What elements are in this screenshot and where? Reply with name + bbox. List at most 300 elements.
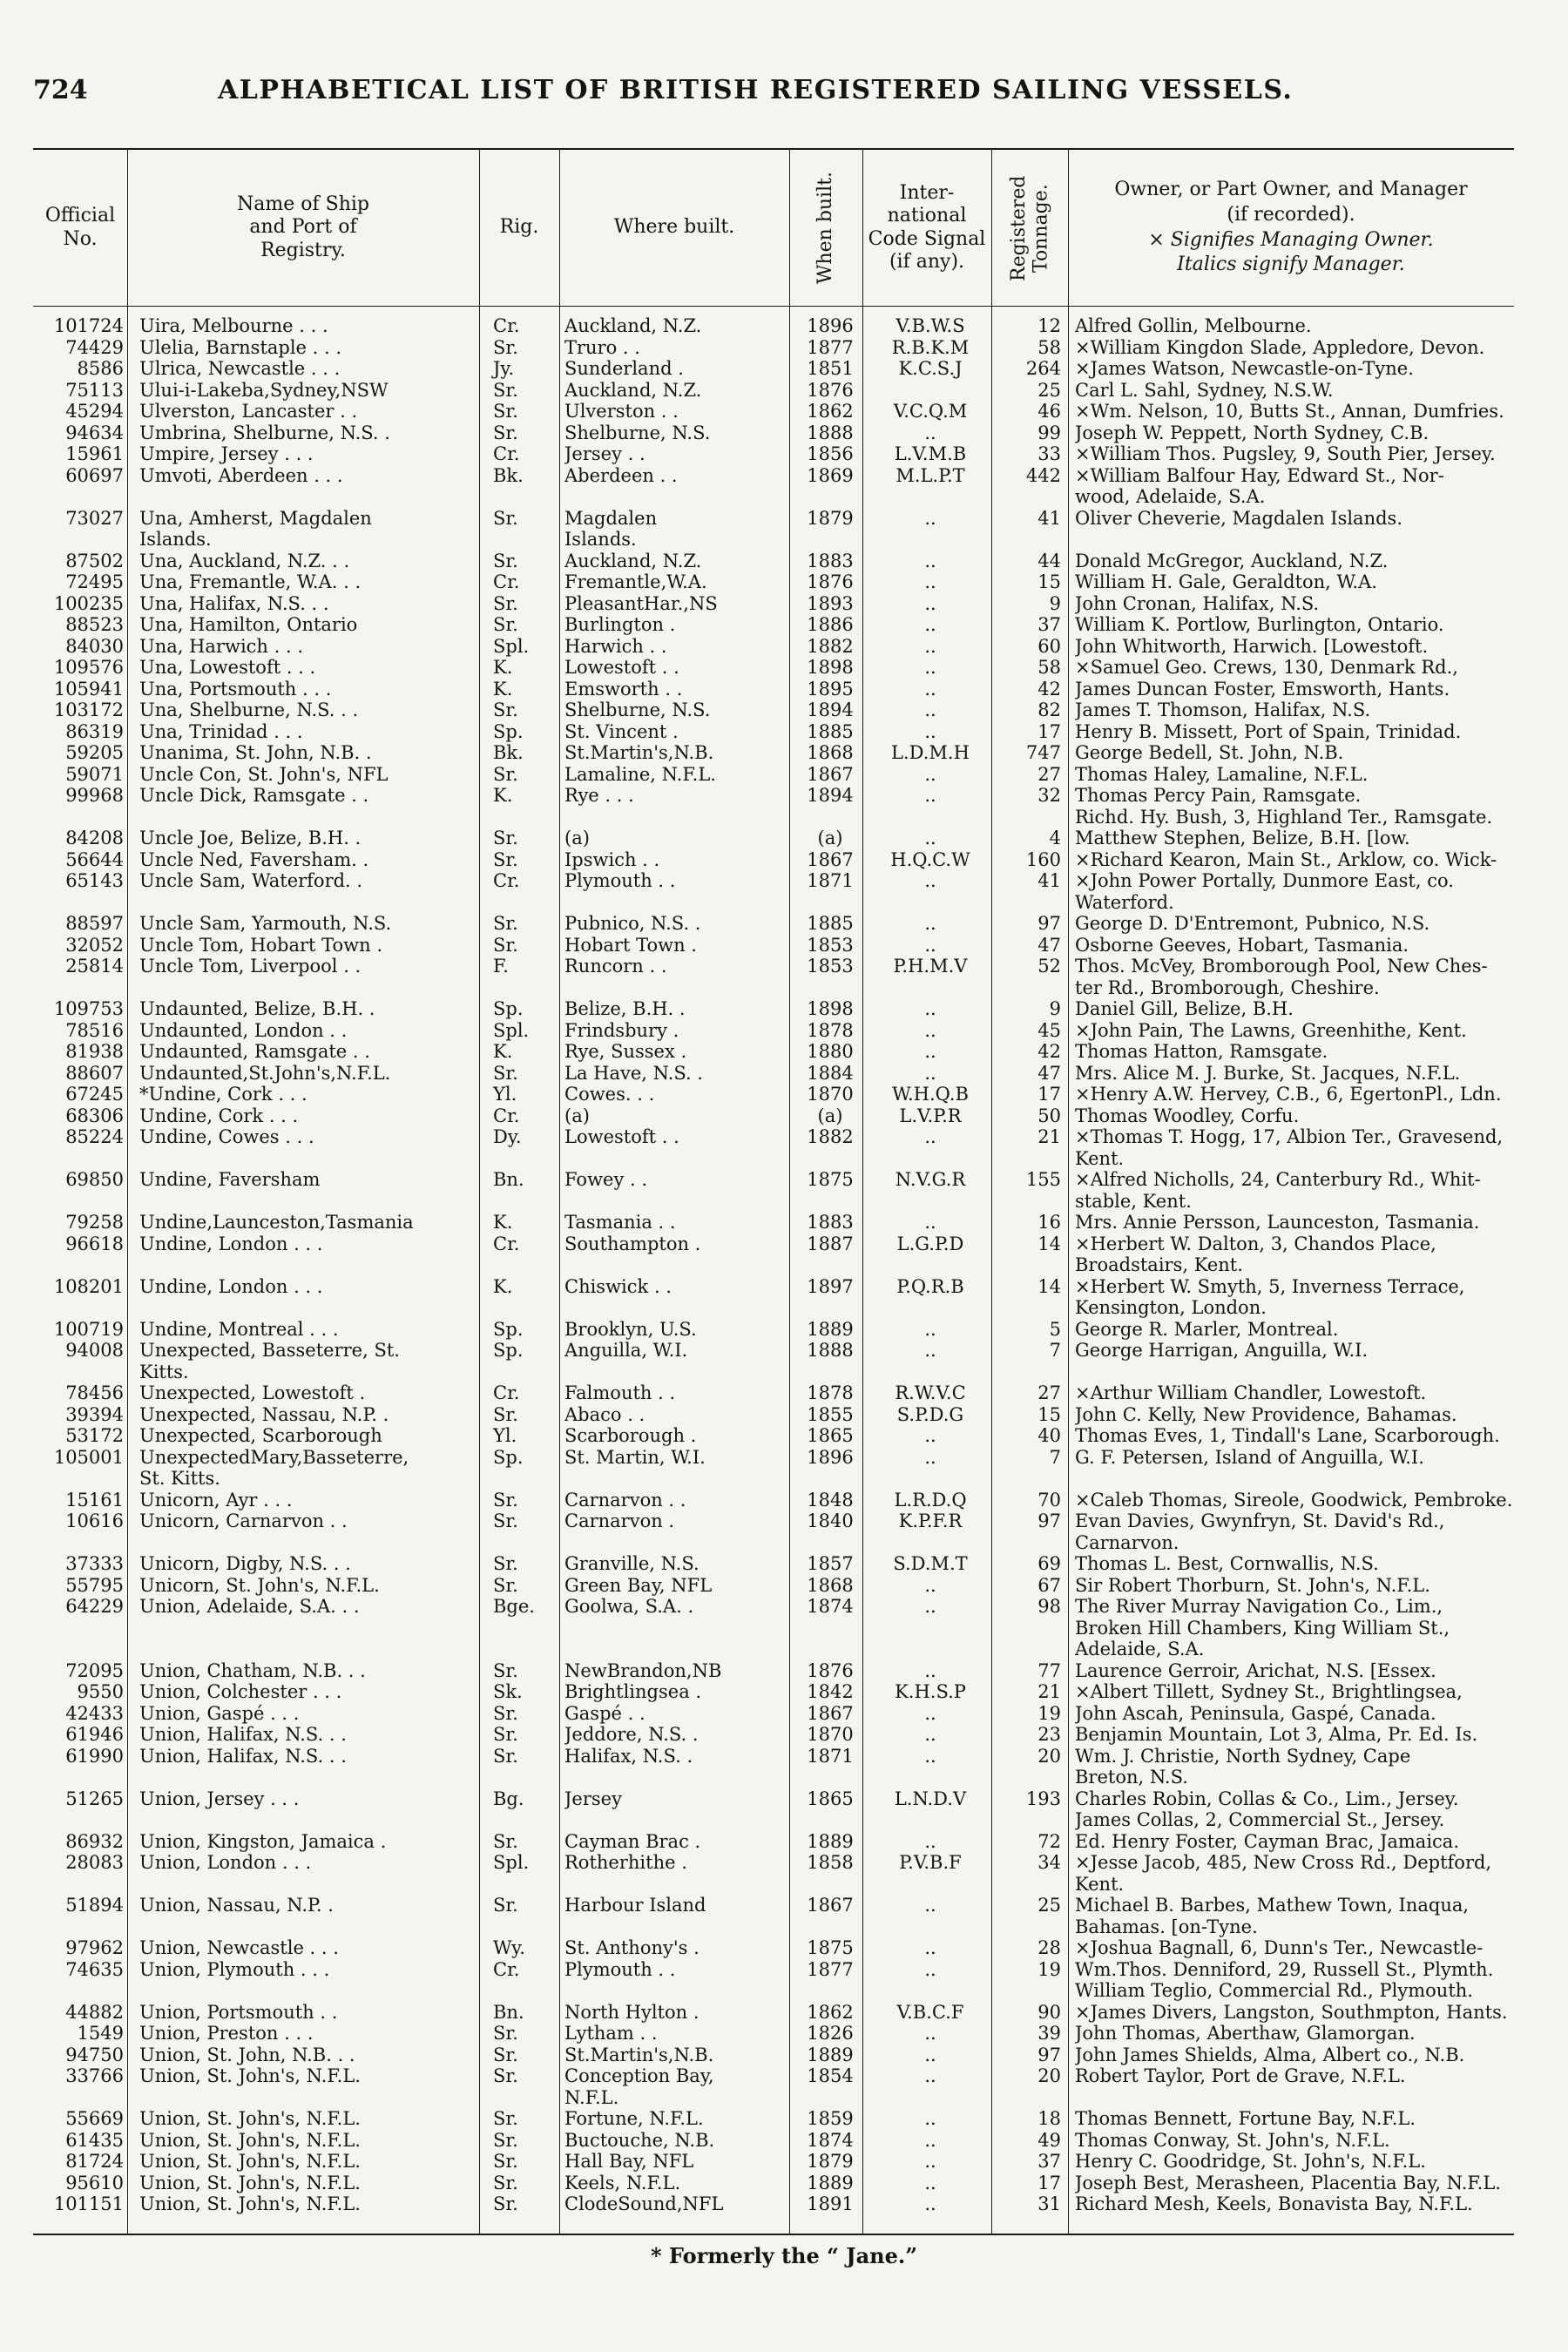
cell-owner: ×Joshua Bagnall, 6, Dunn's Ter., Newcastle- [1075,1937,1484,1958]
cell-no: 37333 [65,1553,124,1574]
cell-ton: 21 [1037,1126,1061,1147]
cell-sig: .. [924,2065,936,2086]
cell-sig: .. [924,1745,936,1767]
cell-where: St. Vincent . [564,720,679,742]
cell-name: Islands. [139,529,212,550]
cell-ton: 14 [1037,1275,1061,1297]
cell-no: 86932 [65,1830,124,1852]
cell-owner: Carnarvon. [1075,1531,1179,1553]
cell-no: 78516 [65,1019,124,1041]
header-when-built: When built. [789,150,862,307]
cell-owner: Thomas Woodley, Corfu. [1075,1105,1300,1126]
cell-where: St. Anthony's . [564,1937,700,1958]
cell-where: Shelburne, N.S. [564,700,711,720]
cell-ton: 98 [1037,1596,1061,1617]
cell-ton: 69 [1037,1553,1061,1574]
table-row [33,742,1514,763]
table-row [33,358,1514,379]
table-row [33,315,1514,336]
cell-ton: 58 [1037,657,1061,678]
cell-where: Brightlingsea . [564,1681,702,1702]
cell-where: Rotherhithe . [564,1852,687,1873]
table-row [33,1895,1514,1916]
cell-no: 28083 [65,1852,124,1873]
cell-year: 1887 [807,1233,854,1254]
cell-sig: .. [924,1596,936,1617]
table-row [33,1020,1514,1041]
cell-name: Undine, Montreal . . . [139,1318,339,1340]
cell-ton: 44 [1037,550,1061,571]
cell-rig: Sp. [493,1446,524,1468]
cell-owner: Wm.Thos. Denniford, 29, Russell St., Plymth. [1075,1958,1494,1980]
cell-sig: .. [924,550,936,571]
cell-no: 72095 [65,1659,124,1681]
cell-owner: Laurence Gerroir, Arichat, N.S. [Essex. [1075,1659,1436,1681]
cell-ton: 31 [1037,2193,1061,2214]
cell-where: La Have, N.S. . [564,1062,703,1084]
cell-owner: Wm. J. Christie, North Sydney, Cape [1075,1745,1411,1767]
cell-rig: Sr. [493,848,518,870]
cell-owner: Ed. Henry Foster, Cayman Brac, Jamaica. [1075,1830,1459,1852]
cell-where: Hall Bay, NFL [564,2151,694,2172]
cell-name: Union, St. John's, N.F.L. [139,2129,361,2151]
table-row [33,1746,1514,1767]
cell-where: Harbour Island [564,1895,706,1916]
cell-rig: Sr. [493,2044,518,2065]
table-row [33,1468,1514,1489]
cell-rig: K. [493,1041,513,1062]
cell-owner: Thomas Eves, 1, Tindall's Lane, Scarborough. [1075,1425,1500,1446]
cell-sig: .. [924,1937,936,1958]
cell-sig: .. [924,785,936,806]
cell-rig: Sr. [493,2151,518,2172]
cell-sig: .. [924,998,936,1019]
cell-no: 101151 [53,2193,124,2214]
cell-name: Uncle Sam, Yarmouth, N.S. [139,913,392,934]
cell-year: 1875 [807,1169,854,1190]
cell-owner: Charles Robin, Collas & Co., Lim., Jersey. [1075,1788,1459,1809]
cell-sig: .. [924,635,936,657]
cell-ton: 21 [1037,1681,1061,1702]
cell-rig: Sr. [493,614,518,635]
cell-ton: 47 [1037,1062,1061,1084]
table-row [33,1980,1514,2001]
cell-sig: R.B.K.M [891,336,970,358]
cell-owner: Sir Robert Thorburn, St. John's, N.F.L. [1075,1574,1430,1596]
cell-year: 1882 [807,635,854,657]
cell-sig: R.W.V.C [895,1382,966,1403]
cell-name: Union, Chatham, N.B. . . [139,1659,366,1681]
cell-owner: Oliver Cheverie, Magdalen Islands. [1075,507,1403,529]
cell-year: 1886 [807,614,854,635]
cell-rig: Cr. [493,870,520,891]
cell-year: 1878 [807,1019,854,1041]
cell-name: Uncle Tom, Liverpool . . [139,956,362,977]
cell-sig: .. [924,2151,936,2172]
cell-no: 108201 [53,1275,124,1297]
cell-where: Ipswich . . [564,848,660,870]
cell-no: 59071 [65,763,124,785]
cell-owner: ×William Thos. Pugsley, 9, South Pier, Jersey. [1075,443,1496,464]
cell-ton: 58 [1037,336,1061,358]
cell-sig: P.Q.R.B [896,1275,964,1297]
cell-ton: 160 [1025,848,1061,870]
table-row [33,1490,1514,1511]
cell-ton: 37 [1037,2151,1061,2172]
cell-rig: Sr. [493,1830,518,1852]
cell-rig: Cr. [493,1958,520,1980]
table-row [33,764,1514,785]
cell-ton: 5 [1049,1318,1061,1340]
cell-ton: 12 [1037,315,1061,336]
cell-sig: S.D.M.T [893,1553,968,1574]
cell-year: 1870 [807,1084,854,1105]
cell-name: Union, Preston . . . [139,2023,314,2044]
cell-ton: 7 [1049,1446,1061,1468]
table-row [33,1382,1514,1403]
cell-owner: Thomas Bennett, Fortune Bay, N.F.L. [1075,2108,1416,2129]
cell-year: 1885 [807,720,854,742]
cell-rig: Yl. [493,1425,517,1446]
cell-where: Truro . . [564,336,640,358]
cell-year: 1868 [807,742,854,763]
cell-name: Una, Harwich . . . [139,635,303,657]
cell-year: 1876 [807,1659,854,1681]
cell-ton: 14 [1037,1233,1061,1254]
cell-ton: 264 [1025,358,1061,379]
cell-year: 1853 [807,956,854,977]
cell-name: Kitts. [139,1361,189,1382]
table-row [33,1703,1514,1724]
cell-ton: 25 [1037,1895,1061,1916]
cell-where: Auckland, N.Z. [564,379,702,401]
cell-rig: Sr. [493,401,518,422]
cell-rig: Bn. [493,2001,524,2023]
cell-no: 61990 [65,1745,124,1767]
cell-sig: S.P.D.G [896,1403,964,1425]
cell-name: *Undine, Cork . . . [139,1084,308,1105]
table-row [33,1297,1514,1318]
cell-where: Emsworth . . [564,678,683,700]
cell-rig: Jy. [493,358,515,379]
cell-sig: .. [924,1425,936,1446]
cell-where: Aberdeen . . [564,464,678,486]
cell-year: 1871 [807,870,854,891]
cell-year: 1878 [807,1382,854,1403]
cell-name: Una, Amherst, Magdalen [139,507,372,529]
cell-year: 1870 [807,1724,854,1745]
cell-no: 94008 [65,1340,124,1361]
table-row [33,1767,1514,1788]
table-row [33,614,1514,635]
cell-no: 68306 [65,1105,124,1126]
cell-no: 109576 [53,657,124,678]
cell-owner: ×Arthur William Chandler, Lowestoft. [1075,1382,1427,1403]
cell-where: Jeddore, N.S. . [564,1724,699,1745]
cell-name: Uncle Tom, Hobart Town . [139,934,383,956]
cell-year: 1858 [807,1852,854,1873]
cell-no: 86319 [65,720,124,742]
cell-no: 84208 [65,828,124,848]
cell-no: 61435 [65,2129,124,2151]
cell-ton: 77 [1037,1659,1061,1681]
cell-year: 1857 [807,1553,854,1574]
cell-name: Una, Trinidad . . . [139,720,303,742]
cell-year: 1883 [807,550,854,571]
cell-name: Uira, Melbourne . . . [139,315,328,336]
header-rig: Rig. [479,150,559,307]
cell-sig: .. [924,1830,936,1852]
cell-sig: .. [924,913,936,934]
table-row [33,571,1514,592]
cell-year: 1877 [807,1958,854,1980]
table-row [33,465,1514,486]
cell-owner: James Collas, 2, Commercial St., Jersey. [1075,1809,1445,1830]
cell-no: 97962 [65,1937,124,1958]
cell-no: 1549 [77,2023,124,2044]
cell-sig: .. [924,592,936,614]
cell-sig: .. [924,1895,936,1916]
cell-no: 55795 [65,1574,124,1596]
cell-sig: .. [924,571,936,592]
cell-year: 1889 [807,2172,854,2193]
cell-owner: John Cronan, Halifax, N.S. [1075,592,1320,614]
table-row [33,636,1514,657]
cell-ton: 97 [1037,2044,1061,2065]
cell-year: 1840 [807,1511,854,1531]
cell-owner: Evan Davies, Gwynfryn, St. David's Rd., [1075,1511,1445,1531]
cell-year: 1894 [807,785,854,806]
cell-name: Union, St. John's, N.F.L. [139,2065,361,2086]
cell-ton: 15 [1037,571,1061,592]
cell-year: 1848 [807,1489,854,1511]
cell-no: 15961 [65,443,124,464]
cell-year: 1879 [807,507,854,529]
cell-owner: James T. Thomson, Halifax, N.S. [1075,700,1371,720]
cell-year: 1885 [807,913,854,934]
cell-where: Chiswick . . [564,1275,672,1297]
cell-year: 1896 [807,315,854,336]
cell-rig: Cr. [493,315,520,336]
cell-year: 1865 [807,1425,854,1446]
cell-rig: Bn. [493,1169,524,1190]
cell-no: 64229 [65,1596,124,1617]
cell-name: Una, Portsmouth . . . [139,678,332,700]
cell-year: 1891 [807,2193,854,2214]
cell-ton: 155 [1025,1169,1061,1190]
cell-no: 79258 [65,1212,124,1233]
cell-where: Falmouth . . [564,1382,676,1403]
table-row [33,2023,1514,2044]
cell-ton: 82 [1037,700,1061,720]
page-title: ALPHABETICAL LIST OF BRITISH REGISTERED SAILING VESSELS. [218,75,1294,105]
cell-where: Auckland, N.Z. [564,550,702,571]
cell-year: 1862 [807,401,854,422]
cell-rig: Spl. [493,1852,530,1873]
cell-sig: .. [924,1126,936,1147]
table-row [33,935,1514,956]
cell-year: 1889 [807,2044,854,2065]
cell-year: 1876 [807,379,854,401]
cell-where: Lamaline, N.F.L. [564,763,716,785]
cell-rig: Sr. [493,2129,518,2151]
cell-owner: ter Rd., Bromborough, Cheshire. [1075,977,1380,998]
table-row [33,700,1514,720]
table-row [33,1084,1514,1105]
cell-rig: Sr. [493,507,518,529]
cell-where: North Hylton . [564,2001,700,2023]
cell-ton: 49 [1037,2129,1061,2151]
cell-where: Plymouth . . [564,870,676,891]
table-row [33,1724,1514,1745]
table-row [33,1041,1514,1062]
table-row [33,1532,1514,1553]
cell-ton: 27 [1037,763,1061,785]
cell-where: (a) [564,828,590,848]
cell-no: 32052 [65,934,124,956]
cell-sig: W.H.Q.B [892,1084,969,1105]
table-row [33,849,1514,870]
cell-ton: 18 [1037,2108,1061,2129]
cell-rig: Dy. [493,1126,522,1147]
cell-owner: Broken Hill Chambers, King William St., [1075,1617,1450,1639]
cell-year: 1876 [807,571,854,592]
table-row [33,892,1514,913]
cell-where: N.F.L. [564,2086,619,2108]
cell-name: Union, Jersey . . . [139,1788,300,1809]
cell-year: 1882 [807,1126,854,1147]
table-row [33,1105,1514,1126]
cell-no: 42433 [65,1702,124,1724]
table-row [33,1511,1514,1531]
cell-year: 1855 [807,1403,854,1425]
cell-sig: .. [924,700,936,720]
cell-rig: Bge. [493,1596,535,1617]
cell-name: Union, Gaspé . . . [139,1702,300,1724]
cell-rig: Wy. [493,1937,525,1958]
table-row [33,679,1514,700]
cell-where: Jersey [564,1788,622,1809]
cell-name: Undaunted, Belize, B.H. . [139,998,375,1019]
cell-no: 73027 [65,507,124,529]
cell-ton: 19 [1037,1702,1061,1724]
cell-owner: ×Thomas T. Hogg, 17, Albion Ter., Gravesend, [1075,1126,1504,1147]
cell-where: (a) [564,1105,590,1126]
cell-where: Islands. [564,529,637,550]
cell-year: 1880 [807,1041,854,1062]
cell-owner: Daniel Gill, Belize, B.H. [1075,998,1294,1019]
cell-no: 25814 [65,956,124,977]
cell-where: Brooklyn, U.S. [564,1318,697,1340]
cell-where: Magdalen [564,507,658,529]
cell-where: Southampton . [564,1233,701,1254]
cell-sig: .. [924,1041,936,1062]
table-row [33,529,1514,550]
cell-owner: Joseph Best, Merasheen, Placentia Bay, N.F.L. [1075,2172,1501,2193]
cell-sig: .. [924,1724,936,1745]
cell-rig: Sr. [493,913,518,934]
cell-sig: .. [924,2193,936,2214]
cell-no: 109753 [53,998,124,1019]
table-row [33,1874,1514,1895]
cell-name: Union, London . . . [139,1852,312,1873]
cell-sig: .. [924,2129,936,2151]
cell-rig: Sr. [493,1702,518,1724]
table-row [33,337,1514,358]
cell-rig: Sr. [493,1724,518,1745]
cell-owner: Donald McGregor, Auckland, N.Z. [1075,550,1389,571]
cell-ton: 47 [1037,934,1061,956]
cell-rig: Cr. [493,443,520,464]
cell-name: Umpire, Jersey . . . [139,443,314,464]
cell-name: Uncle Joe, Belize, B.H. . [139,828,362,848]
table-row [33,422,1514,443]
cell-name: Unicorn, St. John's, N.F.L. [139,1574,380,1596]
cell-sig: .. [924,1574,936,1596]
cell-name: Undine, London . . . [139,1233,323,1254]
cell-where: Pubnico, N.S. . [564,913,701,934]
cell-sig: .. [924,1958,936,1980]
table-row [33,1362,1514,1382]
cell-owner: John James Shields, Alma, Albert co., N.B. [1075,2044,1465,2065]
header-where-built: Where built. [559,150,789,307]
table-row [33,657,1514,678]
table-row [33,1404,1514,1425]
table-row [33,2108,1514,2129]
cell-no: 85224 [65,1126,124,1147]
cell-name: Union, St. John's, N.F.L. [139,2108,361,2129]
cell-no: 99968 [65,785,124,806]
table-row [33,2044,1514,2065]
cell-where: St.Martin's,N.B. [564,742,714,763]
cell-no: 81724 [65,2151,124,2172]
cell-where: Goolwa, S.A. . [564,1596,694,1617]
cell-rig: Sr. [493,336,518,358]
cell-year: 1868 [807,1574,854,1596]
table-row [33,593,1514,614]
cell-sig: .. [924,1318,936,1340]
cell-name: Una, Auckland, N.Z. . . [139,550,350,571]
cell-year: 1842 [807,1681,854,1702]
cell-rig: Sr. [493,828,518,848]
table-row [33,2130,1514,2151]
cell-ton: 40 [1037,1425,1061,1446]
cell-rig: Sr. [493,1403,518,1425]
cell-sig: .. [924,1702,936,1724]
cell-sig: V.B.C.F [896,2001,964,2023]
cell-owner: Matthew Stephen, Belize, B.H. [low. [1075,828,1410,848]
cell-ton: 42 [1037,1041,1061,1062]
cell-no: 65143 [65,870,124,891]
cell-where: Lytham . . [564,2023,658,2044]
cell-year: 1884 [807,1062,854,1084]
cell-owner: Joseph W. Peppett, North Sydney, C.B. [1075,422,1429,443]
cell-name: Una, Halifax, N.S. . . [139,592,329,614]
cell-name: Unexpected, Nassau, N.P. . [139,1403,389,1425]
cell-year: 1869 [807,464,854,486]
cell-owner: Alfred Gollin, Melbourne. [1075,315,1312,336]
cell-name: Union, Halifax, N.S. . . [139,1745,347,1767]
cell-year: 1867 [807,1895,854,1916]
table-row [33,1319,1514,1340]
cell-rig: Sr. [493,1062,518,1084]
cell-owner: ×William Balfour Hay, Edward St., Nor- [1075,464,1444,486]
cell-where: Lowestoft . . [564,1126,679,1147]
cell-rig: Sp. [493,998,524,1019]
cell-name: Unexpected, Lowestoft . [139,1382,366,1403]
cell-name: Unanima, St. John, N.B. . [139,742,372,763]
table-row [33,1233,1514,1254]
